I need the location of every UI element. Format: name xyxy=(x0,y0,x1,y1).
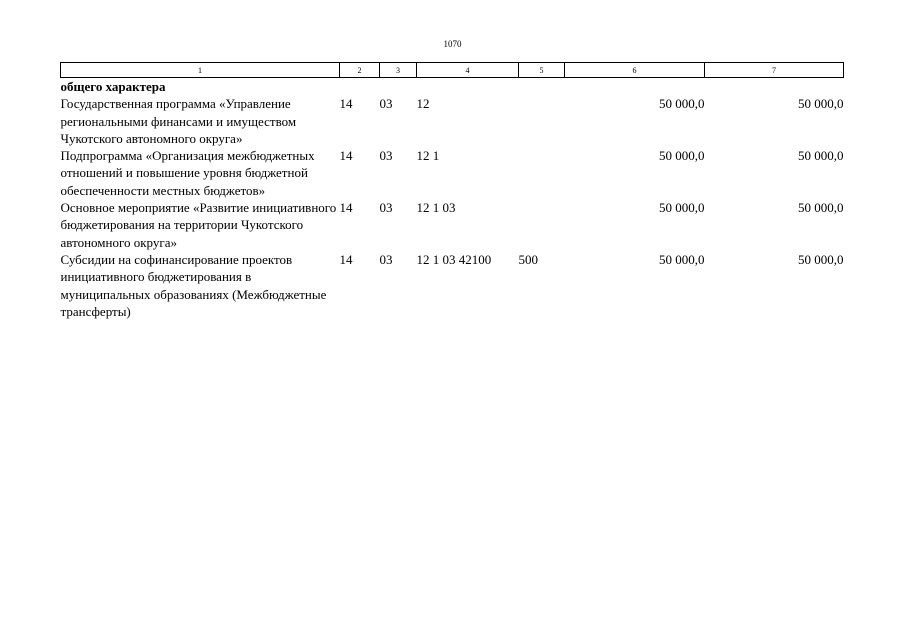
row-expense-type xyxy=(519,95,565,147)
table-row xyxy=(61,251,844,320)
column-number-row xyxy=(61,63,844,78)
row-name: Субсидии на софинансирование проектов инициативного бюджетирования в муниципальных образованиях (Межбюджетные трансферты) xyxy=(60,251,327,319)
row-subsection-code: 03 xyxy=(379,96,393,112)
section-heading: общего характера xyxy=(60,79,166,94)
column-number-6: 6 xyxy=(565,63,705,78)
row-name: Государственная программа «Управление региональными финансами и имуществом Чукотского автономного округа» xyxy=(60,96,297,146)
table-row xyxy=(61,199,844,251)
row-amount-1: 50 000,0 xyxy=(659,148,705,164)
column-number-3: 3 xyxy=(380,63,417,78)
page-number: 1070 xyxy=(443,39,462,49)
budget-table xyxy=(60,62,844,320)
column-number-1: 1 xyxy=(61,63,340,78)
row-expense-type xyxy=(519,147,565,199)
row-amount-2: 50 000,0 xyxy=(798,96,844,112)
table-row xyxy=(61,147,844,199)
row-target-article: 12 1 03 xyxy=(416,200,456,216)
row-expense-type: 500 xyxy=(518,251,538,267)
row-amount-1: 50 000,0 xyxy=(659,96,705,112)
row-subsection-code: 03 xyxy=(379,200,393,216)
row-subsection-code: 03 xyxy=(379,251,393,267)
row-amount-1: 50 000,0 xyxy=(659,251,705,267)
row-amount-1: 50 000,0 xyxy=(659,200,705,216)
column-number-5: 5 xyxy=(519,63,565,78)
row-section-code: 14 xyxy=(339,148,353,164)
column-number-4: 4 xyxy=(417,63,519,78)
row-section-code: 14 xyxy=(339,96,353,112)
row-target-article: 12 1 xyxy=(416,148,440,164)
row-name: Подпрограмма «Организация межбюджетных отношений и повышение уровня бюджетной обеспеченности местных бюджетов» xyxy=(60,148,315,198)
row-section-code: 14 xyxy=(339,200,353,216)
row-name: Основное мероприятие «Развитие инициативного бюджетирования на территории Чукотского автономного округа» xyxy=(60,200,337,250)
row-amount-2: 50 000,0 xyxy=(798,200,844,216)
column-number-2: 2 xyxy=(340,63,380,78)
row-expense-type xyxy=(519,199,565,251)
row-target-article: 12 xyxy=(416,96,430,112)
row-amount-2: 50 000,0 xyxy=(798,251,844,267)
table-row xyxy=(61,95,844,147)
section-heading-row xyxy=(61,78,844,96)
column-number-7: 7 xyxy=(705,63,844,78)
row-target-article: 12 1 03 42100 xyxy=(416,251,492,267)
row-subsection-code: 03 xyxy=(379,148,393,164)
row-section-code: 14 xyxy=(339,251,353,267)
row-amount-2: 50 000,0 xyxy=(798,148,844,164)
